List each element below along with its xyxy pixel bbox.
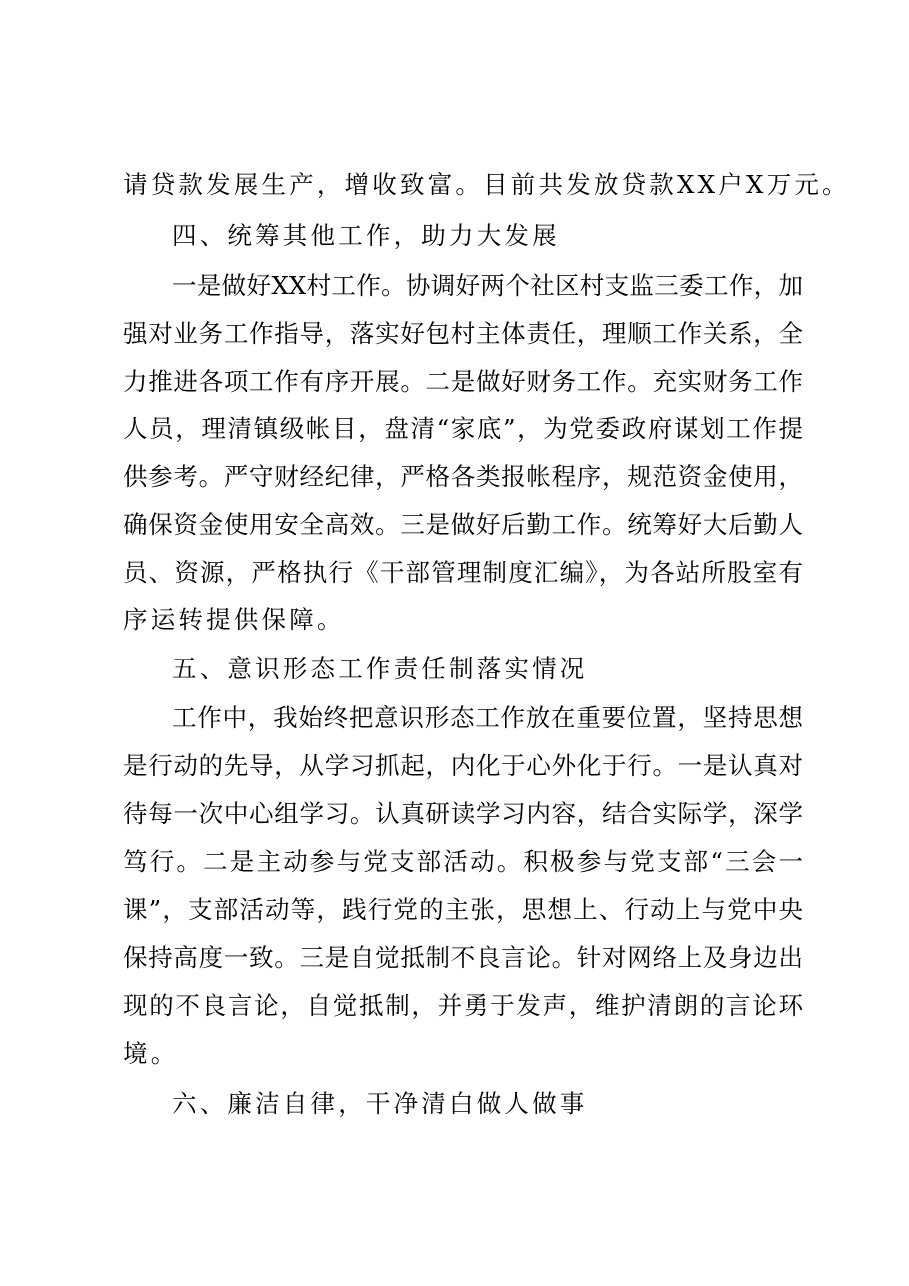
- text-line-1: 请贷款发展生产，增收致富。目前共发放贷款XX户X万元。: [123, 170, 850, 199]
- paragraph2-line-2: 是行动的先导，从学习抓起，内化于心外化于行。一是认真对: [123, 751, 803, 780]
- section-heading-5: 五、意识形态工作责任制落实情况: [172, 654, 588, 683]
- paragraph-line-4: 人员，理清镇级帐目，盘清“家底”，为党委政府谋划工作提: [123, 414, 803, 443]
- paragraph-line-2: 强对业务工作指导，落实好包村主体责任，理顺工作关系，全: [123, 319, 803, 348]
- paragraph-line-1: 一是做好XX村工作。协调好两个社区村支监三委工作，加: [172, 271, 803, 300]
- paragraph-line-6: 确保资金使用安全高效。三是做好后勤工作。统筹好大后勤人: [123, 510, 803, 539]
- paragraph2-line-4: 笃行。二是主动参与党支部活动。积极参与党支部“三会一: [123, 847, 803, 876]
- paragraph-line-5: 供参考。严守财经纪律，严格各类报帐程序，规范资金使用，: [123, 462, 803, 491]
- section-heading-6: 六、廉洁自律，干净清白做人做事: [172, 1089, 588, 1118]
- paragraph2-line-3: 待每一次中心组学习。认真研读学习内容，结合实际学，深学: [123, 799, 803, 828]
- section-heading-4: 四、统筹其他工作，助力大发展: [172, 221, 560, 250]
- paragraph-line-8: 序运转提供保障。: [123, 605, 345, 634]
- paragraph2-line-1: 工作中，我始终把意识形态工作放在重要位置，坚持思想: [172, 703, 803, 732]
- paragraph2-line-5: 课”，支部活动等，践行党的主张，思想上、行动上与党中央: [123, 895, 803, 924]
- paragraph-line-3: 力推进各项工作有序开展。二是做好财务工作。充实财务工作: [123, 367, 803, 396]
- paragraph2-line-8: 境。: [123, 1039, 179, 1068]
- paragraph-line-7: 员、资源，严格执行《干部管理制度汇编》，为各站所股室有: [123, 558, 803, 587]
- paragraph2-line-7: 现的不良言论，自觉抵制，并勇于发声，维护清朗的言论环: [123, 991, 803, 1020]
- paragraph2-line-6: 保持高度一致。三是自觉抵制不良言论。针对网络上及身边出: [123, 943, 803, 972]
